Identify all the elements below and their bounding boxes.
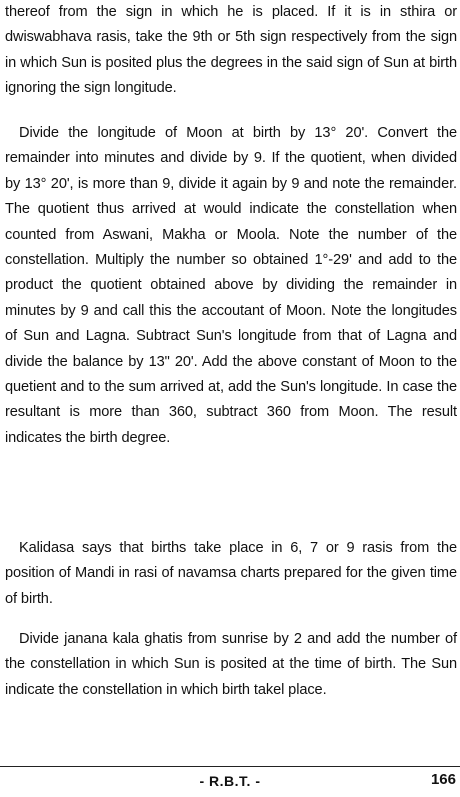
footer-running-title: - R.B.T. - (199, 773, 261, 789)
page-number: 166 (430, 771, 456, 788)
footer-divider (0, 766, 460, 767)
body-paragraph-1: thereof from the sign in which he is placed. If it is in sthira or dwiswabhava rasis, take the 9th or 5th sign respectively from the sign in which Sun is posited plus the degrees in the said sign of Sun at birth ignoring the sign longitude. (5, 4, 457, 97)
paragraph-continuation (5, 0, 457, 102)
body-paragraph-3: Kalidasa says that births take place in 6, 7 or 9 rasis from the position of Mandi in rasi of navamsa charts prepared for the given time of birth. (5, 540, 457, 607)
paragraph-kalidasa (5, 536, 457, 612)
paragraph-janana-kala (5, 627, 457, 703)
body-paragraph-2: Divide the longitude of Moon at birth by 13° 20'. Convert the remainder into minutes and divide by 9. If the quotient, when divided by 13° 20', is more than 9, divide it again by 9 and note the remainder. The quotient thus arrived at would indicate the constellation when counted from Aswani, Makha or Moola. Note the number of the constellation. Multiply the number so obtained 1°-29' and add to the product the quotient obtained above by dividing the remainder in minutes by 9 and call this the accoutant of Moon. Note the longitudes of Sun and Lagna. Subtract Sun's longitude from that of Lagna and divide the balance by 13" 20'. Add the above constant of Moon to the quetient and to the sum arrived at, add the Sun's longitude. In case the resultant is more than 360, subtract 360 from Moon. The result indicates the birth degree. (5, 125, 457, 446)
paragraph-moon-longitude (5, 121, 457, 451)
body-paragraph-4: Divide janana kala ghatis from sunrise by 2 and add the number of the constellation in which Sun is posited at the time of birth. The Sun indicate the constellation in which birth takel place. (5, 631, 457, 698)
